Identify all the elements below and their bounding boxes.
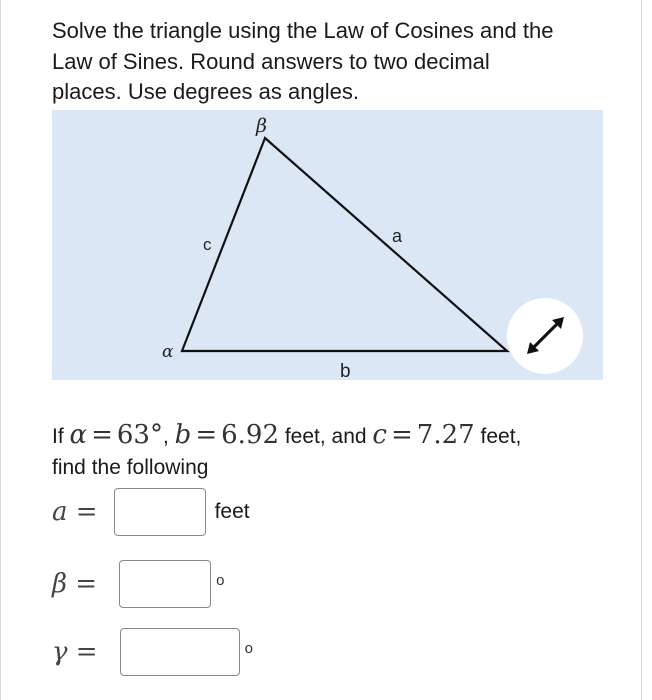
- c-given: [372, 420, 474, 450]
- answer-gamma-input[interactable]: [120, 628, 240, 676]
- answer-beta-label: β =: [52, 569, 98, 599]
- triangle-figure: [52, 110, 603, 380]
- side-label-c: c: [203, 235, 212, 254]
- a-symbol: a: [52, 497, 68, 527]
- b-symbol: b: [174, 420, 192, 450]
- answer-a-input[interactable]: [114, 488, 206, 536]
- b-value: 6.92: [221, 420, 279, 450]
- answer-row-a: [52, 488, 250, 536]
- if-word: If: [52, 425, 64, 448]
- alpha-given: [70, 420, 163, 450]
- triangle-shape: [182, 138, 507, 351]
- expand-arrows-icon: [507, 298, 583, 374]
- answer-row-gamma: [52, 628, 253, 676]
- find-following-text: find the following: [52, 456, 209, 479]
- alpha-value: 63°: [116, 420, 163, 450]
- equals-sign: =: [91, 420, 113, 450]
- prompt-line-2: Law of Sines. Round answers to two decimal: [52, 48, 490, 74]
- answer-beta-unit: o: [216, 571, 225, 589]
- gamma-symbol: γ: [52, 637, 68, 667]
- feet-text: feet,: [480, 425, 522, 448]
- answer-a-label: a =: [52, 497, 98, 527]
- equals-sign: =: [390, 420, 413, 450]
- feet-and-text: feet, and: [284, 425, 367, 448]
- problem-prompt: [52, 16, 612, 108]
- c-symbol: c: [372, 420, 387, 450]
- b-given: [175, 420, 279, 450]
- answer-a-unit: feet: [214, 500, 250, 523]
- comma: ,: [162, 425, 169, 448]
- prompt-line-3: places. Use degrees as angles.: [52, 79, 359, 104]
- beta-symbol: β: [52, 569, 68, 599]
- vertex-label-beta: β: [256, 115, 267, 137]
- vertex-label-alpha: α: [162, 342, 174, 362]
- given-values: [52, 420, 622, 483]
- answer-beta-input[interactable]: [119, 560, 211, 608]
- side-label-a: a: [392, 226, 403, 246]
- answer-row-beta: [52, 560, 224, 608]
- equals-sign: =: [195, 420, 218, 450]
- c-value: 7.27: [416, 420, 475, 450]
- expand-figure-button[interactable]: [507, 298, 583, 374]
- side-label-b: b: [340, 361, 351, 380]
- answer-gamma-label: γ =: [52, 637, 98, 667]
- alpha-symbol: α: [69, 420, 88, 450]
- frame-left-border: [0, 0, 1, 700]
- answer-gamma-unit: o: [244, 639, 253, 657]
- prompt-line-1: Solve the triangle using the Law of Cosines and the: [52, 18, 554, 43]
- frame-right-border: [641, 0, 642, 700]
